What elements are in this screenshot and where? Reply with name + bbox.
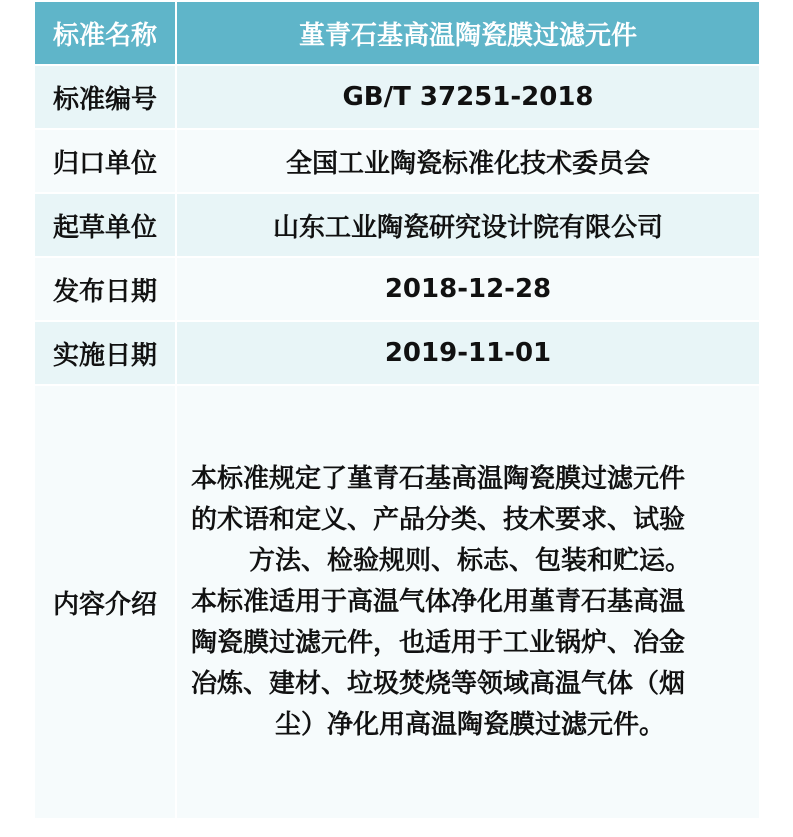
row-label: 发布日期 (35, 258, 177, 320)
content-line: 陶瓷膜过滤元件，也适用于工业锅炉、冶金 (191, 627, 686, 658)
table-row (35, 258, 759, 320)
row-label: 标准编号 (35, 66, 177, 128)
row-label: 标准名称 (35, 2, 177, 64)
table-row (35, 66, 759, 128)
content-line: 本标准适用于高温气体净化用堇青石基高温 (191, 586, 686, 617)
content-label: 内容介绍 (35, 386, 177, 818)
content-line: 尘）净化用高温陶瓷膜过滤元件。 (274, 709, 665, 740)
table-row (35, 322, 759, 384)
row-label: 实施日期 (35, 322, 177, 384)
table-row (35, 2, 759, 64)
table-row (35, 194, 759, 256)
row-value: 2019-11-01 (177, 322, 759, 384)
row-value: GB/T 37251-2018 (177, 66, 759, 128)
content-line: 本标准规定了堇青石基高温陶瓷膜过滤元件 (191, 463, 686, 494)
row-label: 归口单位 (35, 130, 177, 192)
content-row (35, 386, 759, 818)
row-label: 起草单位 (35, 194, 177, 256)
table-row (35, 130, 759, 192)
content-line: 的术语和定义、产品分类、技术要求、试验 (191, 504, 686, 535)
content-line: 冶炼、建材、垃圾焚烧等领域高温气体（烟 (191, 668, 686, 699)
row-value: 山东工业陶瓷研究设计院有限公司 (177, 194, 759, 256)
content-text (177, 386, 759, 818)
standard-info-table (35, 0, 759, 820)
row-value: 2018-12-28 (177, 258, 759, 320)
row-value: 堇青石基高温陶瓷膜过滤元件 (177, 2, 759, 64)
content-line: 方法、检验规则、标志、包装和贮运。 (248, 545, 691, 576)
row-value: 全国工业陶瓷标准化技术委员会 (177, 130, 759, 192)
